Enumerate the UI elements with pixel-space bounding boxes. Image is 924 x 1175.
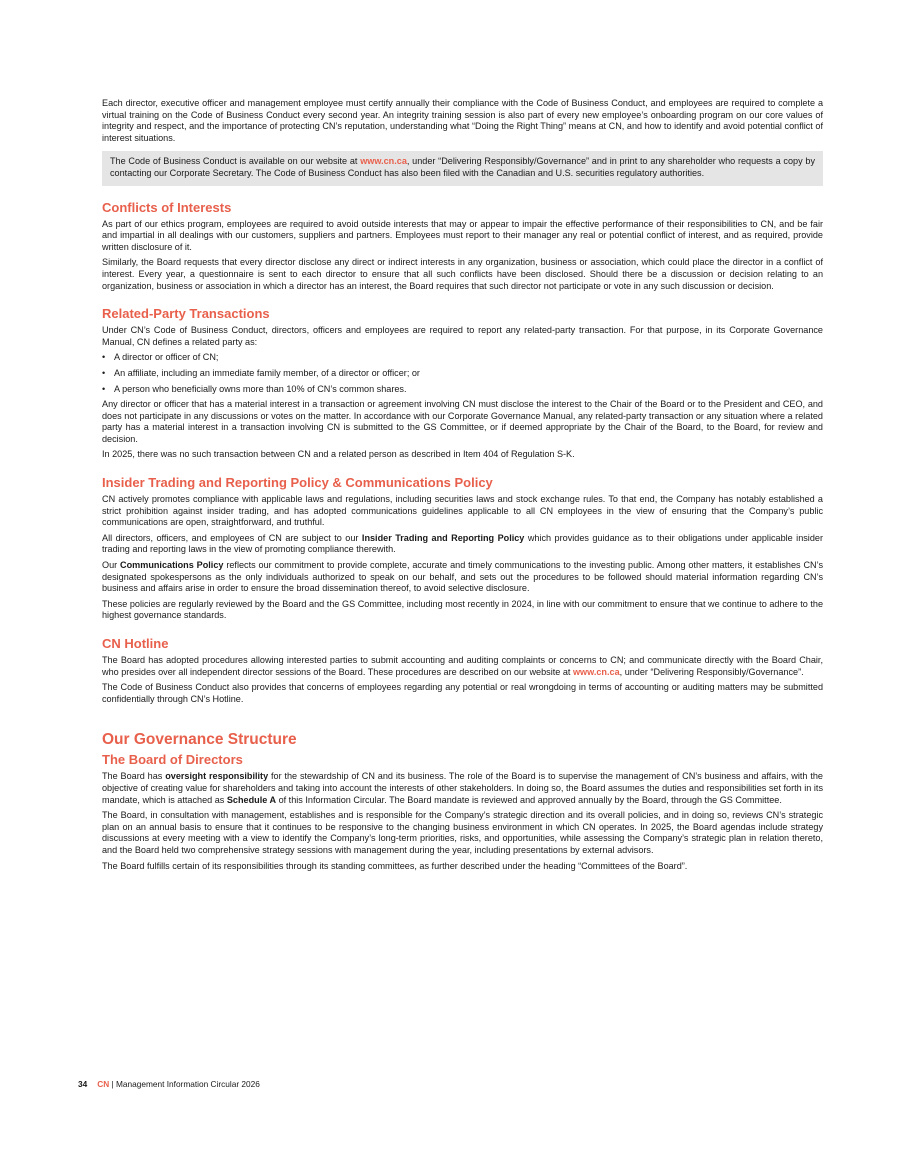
- note-text-before: The Code of Business Conduct is available on our website at: [110, 156, 361, 167]
- page-footer: [78, 1079, 260, 1089]
- board-paragraph-1: The Board has oversight responsibility for the stewardship of CN and its business. The role of the Board is to supervise the management of CN’s business and affairs, with the objective of creating value for shareholders and taking into account the interests of other stakeholders. In doing so, the Board assumes the duties and responsibilities set forth in its mandate, which is attached as Schedule A of this Information Circular. The Board mandate is reviewed and approved annually by the Board, through the GS Committee.: [102, 771, 823, 805]
- page-content: [102, 98, 823, 876]
- insider-trading-heading: Insider Trading and Reporting Policy & Communications Policy: [102, 475, 493, 491]
- note-text-after: , under “Delivering Responsibly/Governance” and in print to any shareholder who requests a copy by contacting our Corporate Secretary. The Code of Business Conduct has also been filed with the Canadian and U.S. securities regulatory authorities.: [110, 156, 815, 178]
- code-availability-note: [102, 151, 823, 185]
- related-party-paragraph-2: Any director or officer that has a material interest in a transaction or agreement involving CN must disclose the interest to the Chair of the Board or to the President and CEO, and does not participate in any discussions or votes on the matter. In accordance with our Corporate Governance Manual, any related-party transaction or any situation where a related party has a material interest in a transaction involving CN is submitted to the GS Committee, or if deemed appropriate by the Chair of the Board, to the Board, for review and decision.: [102, 399, 823, 444]
- insider-policy-name: Insider Trading and Reporting Policy: [361, 532, 525, 543]
- related-party-list: [102, 352, 823, 395]
- communications-policy-name: Communications Policy: [120, 560, 224, 571]
- governance-structure-heading: Our Governance Structure: [102, 731, 297, 749]
- insider-paragraph-3: Our Communications Policy reflects our commitment to provide complete, accurate and timely communications to the investing public. Among other matters, it establishes CN’s designated spokespersons as the only individuals authorized to speak on our behalf, and sets out the procedures to be followed should material information regarding CN’s business and affairs arise in order to ensure the broad dissemination thereof, to avoid selective disclosure.: [102, 560, 823, 594]
- board-paragraph-2: The Board, in consultation with management, establishes and is responsible for the Company’s strategic direction and its overall policies, and in doing so, reviews CN’s strategic plan on an annual basis to ensure that it continues to be responsive to the changing business environment in which CN operates. In 2025, the Board agendas include strategy discussions at every meeting with a view to identify the Company’s long-term priorities, risks, and opportunities, while assessing the Company’s strategic plan in relation thereto, and the Board held two comprehensive strategy sessions with management during the year, including presentations by external advisors.: [102, 810, 823, 855]
- intro-paragraph: Each director, executive officer and management employee must certify annually their compliance with the Code of Business Conduct, and employees are required to complete a virtual training on the Code of Business Conduct every second year. An integrity training session is also part of every new employee’s onboarding program on our core values of integrity and respect, and the importance of protecting CN’s reputation, understanding what “Doing the Right Thing” means at CN, and how to identify and avoid potential conflict of interest situations.: [102, 98, 823, 143]
- document-title: Management Information Circular 2026: [115, 1079, 260, 1089]
- list-item: • A director or officer of CN;: [102, 352, 219, 363]
- related-party-heading: Related-Party Transactions: [102, 306, 270, 322]
- insider-paragraph-2: All directors, officers, and employees of CN are subject to our Insider Trading and Reporting Policy which provides guidance as to their obligations under applicable insider trading and reporting laws in the view of promoting compliance therewith.: [102, 532, 823, 555]
- schedule-a-reference: Schedule A: [226, 794, 277, 805]
- bullet-icon: •: [102, 383, 106, 394]
- cn-website-link[interactable]: www.cn.ca: [360, 156, 407, 167]
- page-number: 34: [78, 1079, 88, 1089]
- oversight-responsibility-term: oversight responsibility: [165, 771, 269, 782]
- insider-paragraph-1: CN actively promotes compliance with applicable laws and regulations, including securities laws and stock exchange rules. To that end, the Company has notably established a strict prohibition against insider trading, and has adopted communications guidelines applicable to all CN employees in the view of ensuring that the Company’s public communications are open, straightforward, and truthful.: [102, 494, 823, 528]
- board-of-directors-heading: The Board of Directors: [102, 752, 243, 768]
- list-item: • An affiliate, including an immediate family member, of a director or officer; or: [102, 367, 420, 378]
- conflicts-paragraph-2: Similarly, the Board requests that every director disclose any direct or indirect interests in any organization, business or association, which could place the director in a conflict of interest. Every year, a questionnaire is sent to each director to ensure that all such conflicts have been disclosed. Should there be a discussion or decision relating to an organization, business or association in which a director has an interest, the Board requires that such director not participate or vote in any such discussion or decision.: [102, 257, 823, 291]
- insider-paragraph-4: These policies are regularly reviewed by the Board and the GS Committee, including most recently in 2024, in line with our commitment to ensure that we continue to adhere to the highest governance standards.: [102, 598, 823, 621]
- bullet-icon: •: [102, 352, 106, 363]
- cn-brand: CN: [97, 1079, 110, 1089]
- hotline-paragraph-2: The Code of Business Conduct also provides that concerns of employees regarding any potential or real wrongdoing in terms of accounting or auditing matters may be submitted confidentially through CN’s Hotline.: [102, 682, 823, 704]
- conflicts-paragraph-1: As part of our ethics program, employees are required to avoid outside interests that may or appear to impair the effective performance of their responsibilities to CN, and be fair and impartial in all dealings with our customers, suppliers and partners. Employees must report to their manager any real or potential conflict of interest, and as required, provide written disclosure of it.: [102, 218, 823, 252]
- bullet-icon: •: [102, 367, 106, 378]
- cn-website-link[interactable]: www.cn.ca: [572, 666, 620, 677]
- related-party-paragraph-1: Under CN’s Code of Business Conduct, directors, officers and employees are required to report any related-party transaction. For that purpose, in its Corporate Governance Manual, CN defines a related party as:: [102, 325, 823, 347]
- list-item: • A person who beneficially owns more than 10% of CN’s common shares.: [102, 383, 407, 394]
- note-text: [110, 156, 815, 179]
- conflicts-heading: Conflicts of Interests: [102, 199, 232, 215]
- hotline-heading: CN Hotline: [102, 636, 169, 651]
- hotline-paragraph-1: The Board has adopted procedures allowing interested parties to submit accounting and auditing complaints or concerns to CN; and communicate directly with the Board Chair, who presides over all independent director sessions of the Board. These procedures are described on our website at www.cn.ca, under “Delivering Responsibly/Governance”.: [102, 655, 823, 677]
- footer-separator: |: [109, 1079, 116, 1089]
- related-party-paragraph-3: In 2025, there was no such transaction between CN and a related person as described in Item 404 of Regulation S-K.: [102, 449, 575, 460]
- board-paragraph-3: The Board fulfills certain of its responsibilities through its standing committees, as further described under the heading “Committees of the Board”.: [102, 860, 688, 871]
